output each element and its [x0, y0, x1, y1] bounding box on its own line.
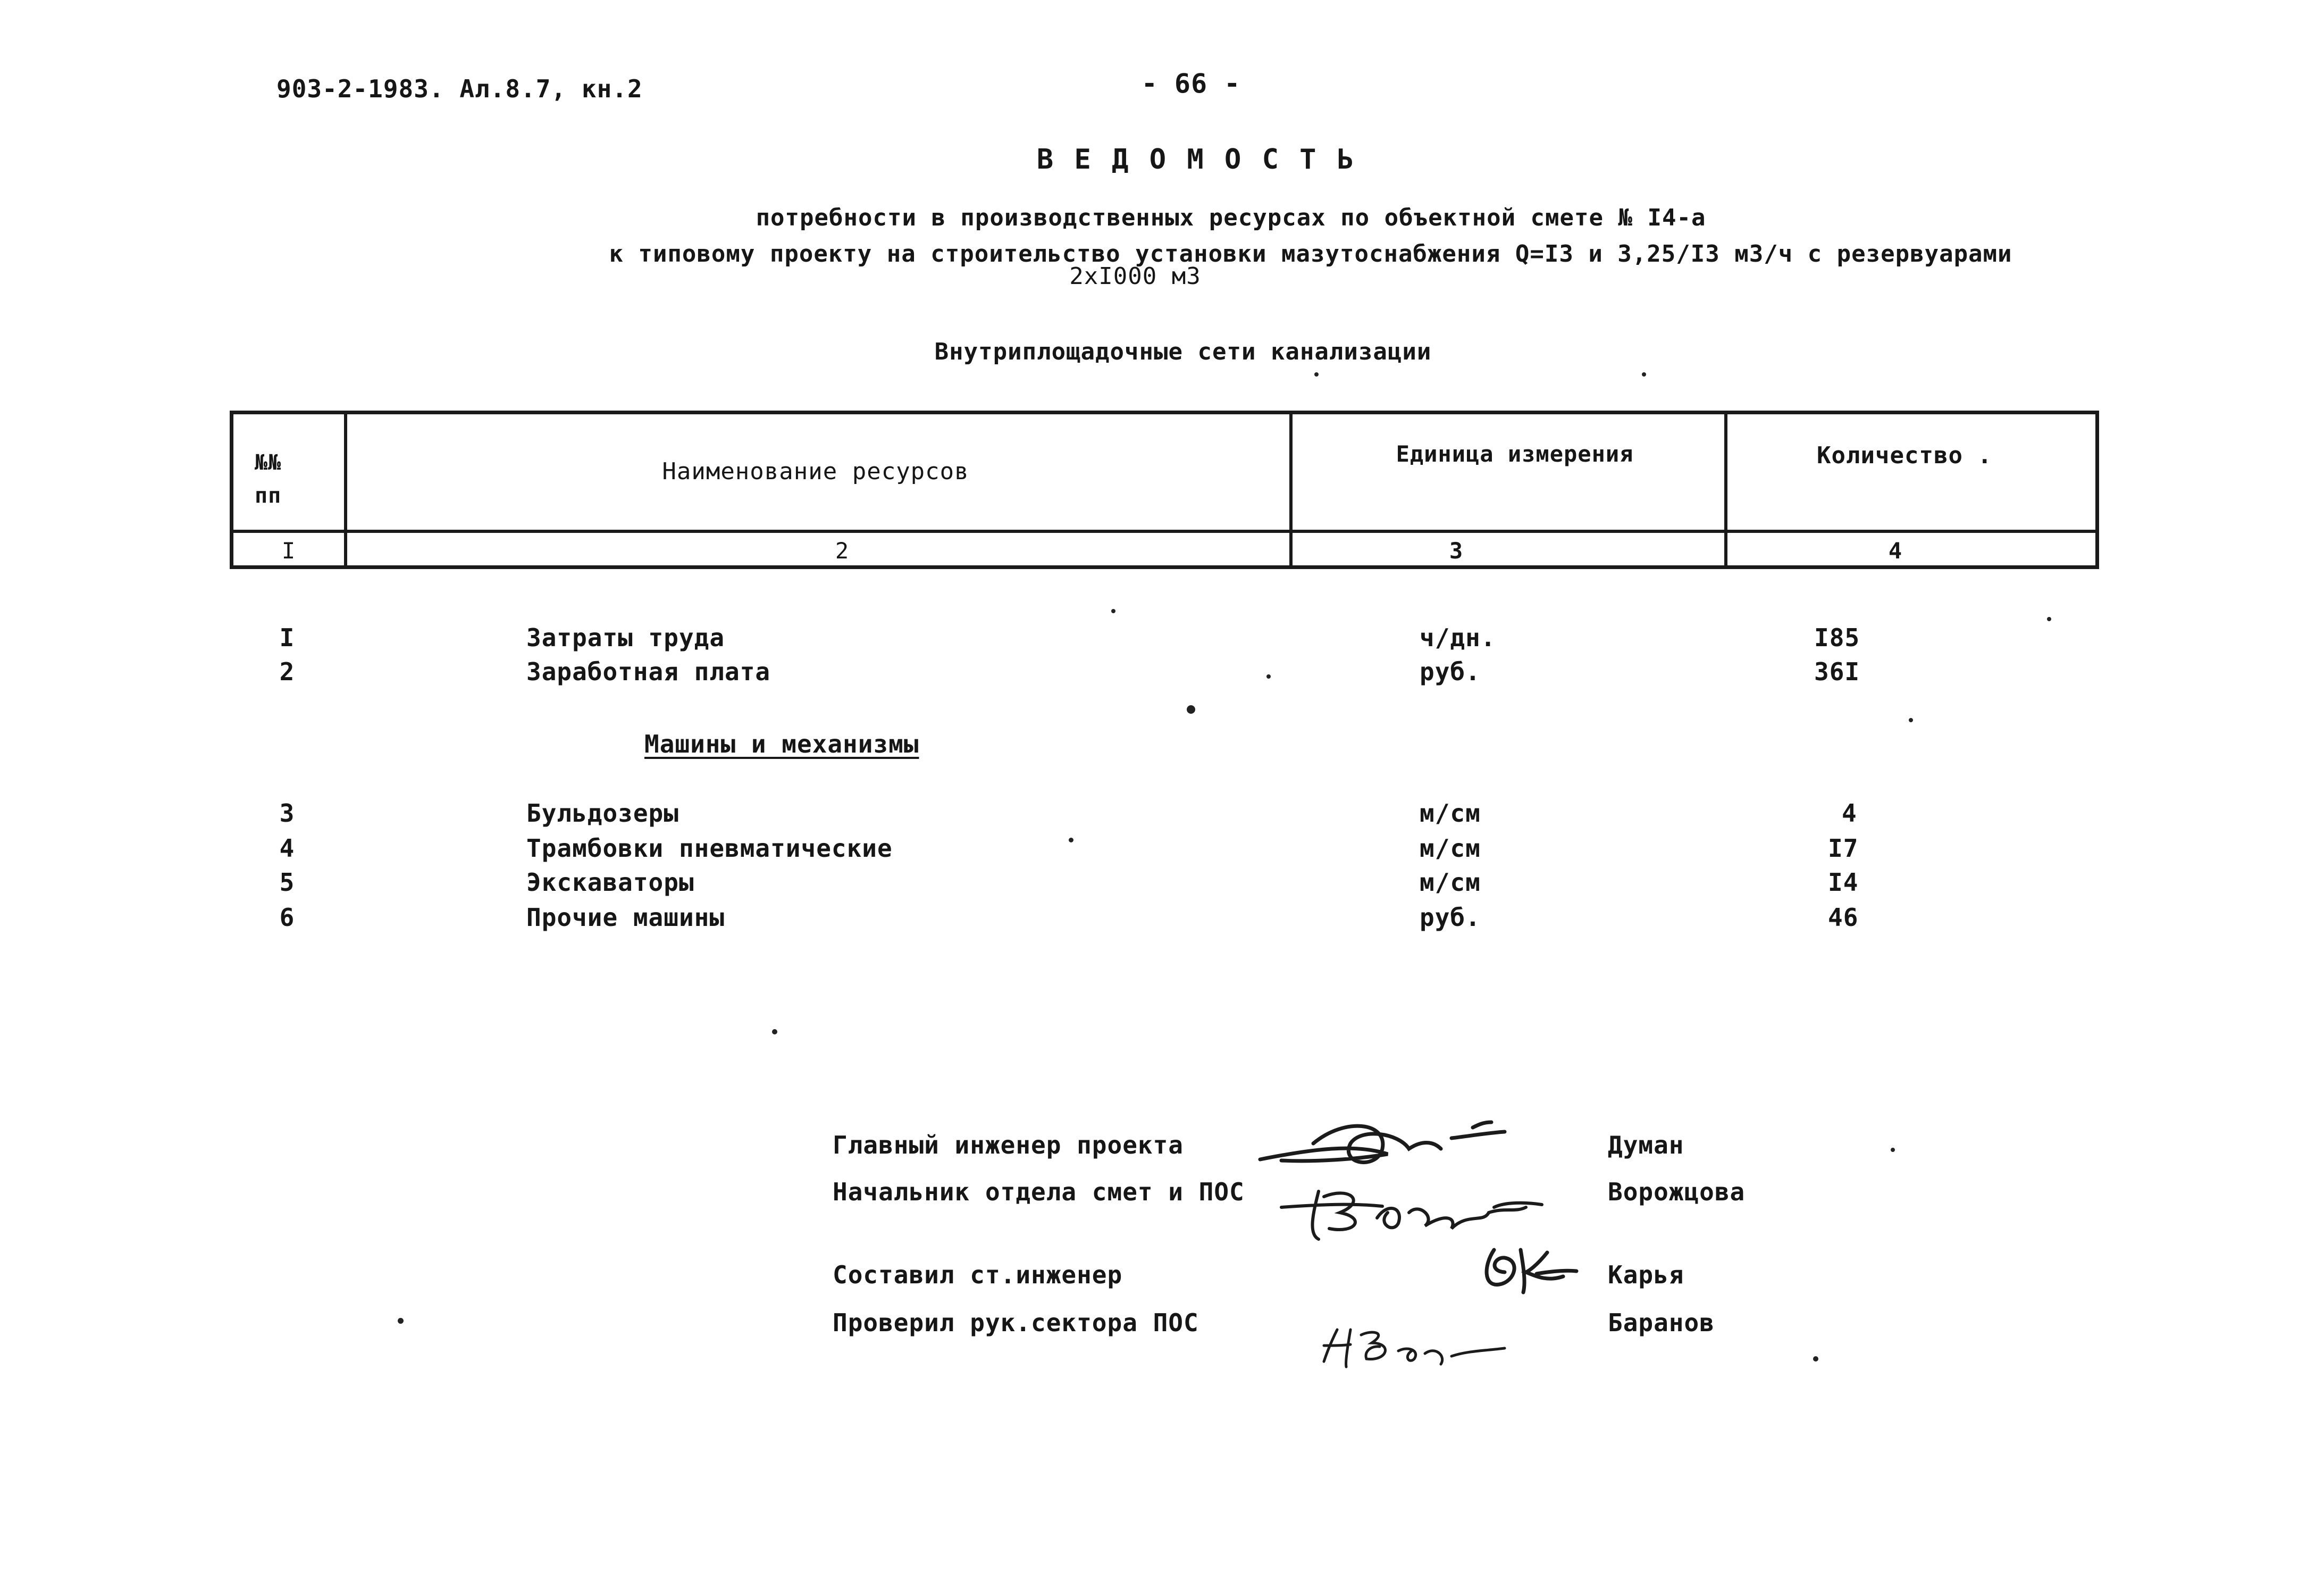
machines-subheading: Машины и механизмы — [644, 730, 919, 758]
row-name: Экскаваторы — [526, 868, 694, 897]
scan-speck — [1111, 609, 1115, 613]
col-number-2: 2 — [835, 538, 850, 564]
section-title: Внутриплощадочные сети канализации — [934, 338, 1432, 365]
title-line-3: 2хI000 м3 — [1069, 263, 1201, 290]
row-name: Бульдозеры — [526, 799, 679, 828]
row-num: 5 — [279, 868, 295, 897]
row-unit: м/см — [1420, 834, 1481, 863]
row-name: Прочие машины — [526, 903, 725, 932]
signature-name: Ворожцова — [1608, 1178, 1746, 1206]
signature-name: Баранов — [1608, 1308, 1715, 1337]
table-divider — [344, 414, 347, 565]
scan-speck — [1909, 718, 1913, 722]
signature-name: Думан — [1608, 1131, 1684, 1159]
row-name: Трамбовки пневматические — [526, 834, 893, 863]
header-qty: Количество . — [1817, 442, 1992, 469]
row-num: 3 — [279, 799, 295, 828]
row-unit: руб. — [1420, 657, 1481, 686]
scan-speck — [1813, 1356, 1818, 1362]
scan-speck — [1266, 674, 1271, 679]
scan-speck — [1314, 372, 1319, 377]
scan-speck — [398, 1318, 404, 1324]
row-qty: 36I — [1814, 657, 1860, 686]
row-qty: I7 — [1828, 834, 1859, 863]
table-divider — [233, 530, 2095, 533]
row-unit: ч/дн. — [1420, 623, 1496, 652]
col-number-4: 4 — [1888, 538, 1903, 564]
signature-name: Карья — [1608, 1260, 1684, 1289]
handwritten-signature — [1313, 1314, 1515, 1377]
scan-speck — [1642, 372, 1646, 377]
row-unit: руб. — [1420, 903, 1481, 932]
signature-role: Составил ст.инженер — [833, 1260, 1123, 1289]
row-num: I — [279, 623, 295, 652]
page-number: - 66 - — [1141, 68, 1241, 99]
row-name: Затраты труда — [526, 623, 725, 652]
signature-role: Главный инженер проекта — [833, 1131, 1184, 1159]
row-name: Заработная плата — [526, 657, 771, 686]
row-unit: м/см — [1420, 868, 1481, 897]
document-code: 903-2-1983. Ал.8.7, кн.2 — [276, 74, 643, 103]
row-num: 2 — [279, 657, 295, 686]
handwritten-signature — [1276, 1175, 1574, 1250]
signature-role: Проверил рук.сектора ПОС — [833, 1308, 1199, 1337]
row-qty: I85 — [1814, 623, 1860, 652]
col-number-3: 3 — [1449, 538, 1464, 564]
scan-speck — [1187, 705, 1195, 714]
col-number-1: I — [281, 538, 296, 564]
title-line-2: к типовому проекту на строительство установки мазутоснабжения Q=I3 и 3,25/I3 м3/ч с резервуарами — [609, 240, 2012, 268]
handwritten-signature — [1473, 1239, 1579, 1303]
row-unit: м/см — [1420, 799, 1481, 828]
header-name: Наименование ресурсов — [662, 458, 969, 485]
row-qty: 4 — [1842, 799, 1857, 828]
header-unit: Единица измерения — [1396, 441, 1634, 467]
row-qty: 46 — [1828, 903, 1859, 932]
signature-role: Начальник отдела смет и ПОС — [833, 1178, 1245, 1206]
handwritten-signature — [1249, 1112, 1547, 1181]
header-table — [230, 411, 2099, 569]
table-divider — [1724, 414, 1727, 565]
row-num: 4 — [279, 834, 295, 863]
scan-speck — [772, 1029, 777, 1034]
header-num: №№ пп — [255, 450, 282, 508]
row-num: 6 — [279, 903, 295, 932]
row-qty: I4 — [1828, 868, 1859, 897]
table-divider — [1289, 414, 1293, 565]
document-title: В Е Д О М О С Т Ь — [1036, 144, 1356, 176]
scan-speck — [1069, 838, 1073, 842]
scan-speck — [2047, 617, 2051, 621]
title-line-1: потребности в производственных ресурсах по объектной смете № I4-а — [756, 204, 1706, 231]
scan-speck — [1891, 1148, 1895, 1152]
